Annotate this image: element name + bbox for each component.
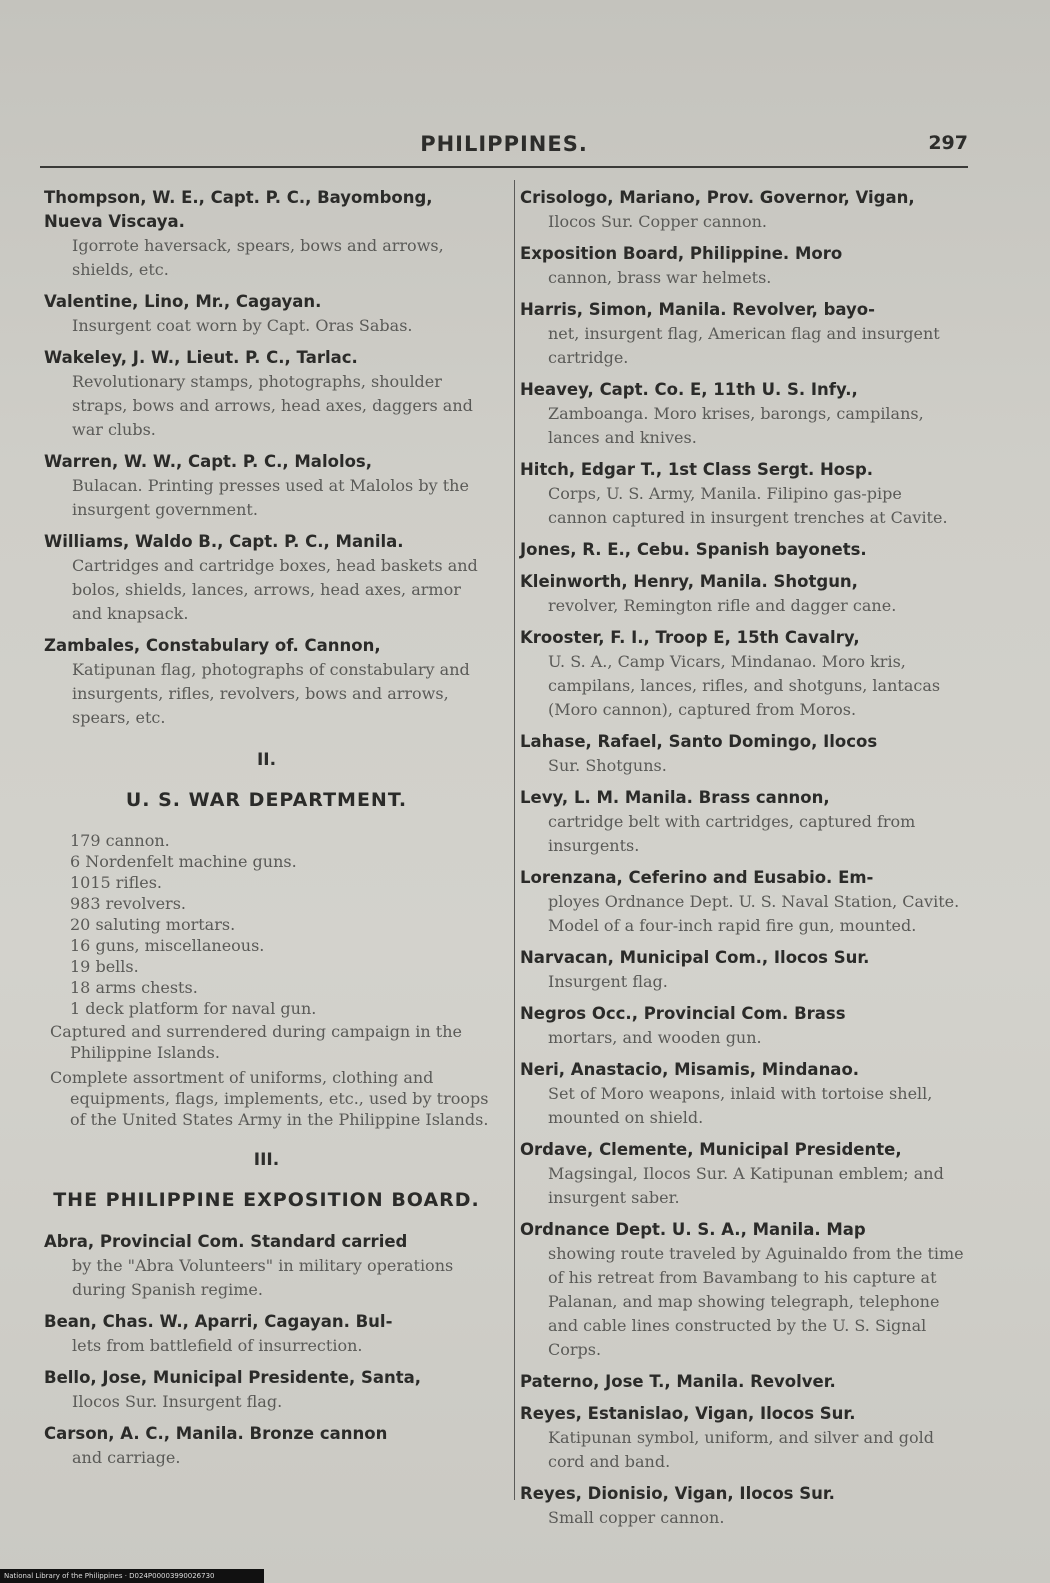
list-item — [520, 946, 965, 994]
list-item — [520, 242, 965, 290]
list-item — [520, 1402, 965, 1474]
inventory-item: 16 guns, miscellaneous. — [70, 936, 265, 955]
entry-head: Williams, Waldo B., Capt. P. C., Manila. — [44, 532, 404, 551]
entry-head: Krooster, F. I., Troop E, 15th Cavalry, — [520, 628, 860, 647]
entry-desc: Igorrote haversack, spears, bows and arrows, shields, etc. — [72, 236, 444, 279]
column-divider — [514, 180, 515, 1500]
entry-head: Levy, L. M. Manila. Brass cannon, — [520, 788, 830, 807]
list-item — [520, 1002, 965, 1050]
entry-head: Reyes, Estanislao, Vigan, Ilocos Sur. — [520, 1404, 856, 1423]
inventory-item: 179 cannon. — [70, 831, 170, 850]
entry-desc: Corps, U. S. Army, Manila. Filipino gas-pipe cannon captured in insurgent trenches at Cavite. — [548, 484, 948, 527]
entry-desc: Ilocos Sur. Insurgent flag. — [72, 1392, 283, 1411]
section-title: THE PHILIPPINE EXPOSITION BOARD. — [53, 1189, 480, 1211]
list-item — [520, 538, 965, 562]
entry-desc: ployes Ordnance Dept. U. S. Naval Station, Cavite. Model of a four-inch rapid fire gun, mounted. — [548, 892, 960, 935]
entry-desc: Insurgent coat worn by Capt. Oras Sabas. — [72, 316, 413, 335]
inventory-item: 20 saluting mortars. — [70, 915, 236, 934]
list-item — [520, 1058, 965, 1130]
entry-desc: Revolutionary stamps, photographs, shoulder straps, bows and arrows, head axes, daggers and war clubs. — [72, 372, 473, 439]
entry-desc: U. S. A., Camp Vicars, Mindanao. Moro kris, campilans, lances, rifles, and shotguns, lantacas (Moro cannon), captured from Moros. — [548, 652, 941, 719]
entry-head: Exposition Board, Philippine. Moro — [520, 244, 843, 263]
entry-desc: cartridge belt with cartridges, captured from insurgents. — [548, 812, 916, 855]
left-column — [44, 186, 489, 1478]
entry-desc: mortars, and wooden gun. — [548, 1028, 762, 1047]
list-item — [520, 866, 965, 938]
entry-head: Negros Occ., Provincial Com. Brass — [520, 1004, 846, 1023]
inventory-item: 983 revolvers. — [70, 894, 186, 913]
entry-desc: Sur. Shotguns. — [548, 756, 667, 775]
list-item — [44, 450, 489, 522]
entry-head: Kleinworth, Henry, Manila. Shotgun, — [520, 572, 858, 591]
entry-head: Wakeley, J. W., Lieut. P. C., Tarlac. — [44, 348, 358, 367]
entry-head: Narvacan, Municipal Com., Ilocos Sur. — [520, 948, 870, 967]
entry-head: Paterno, Jose T., Manila. Revolver. — [520, 1372, 836, 1391]
entry-head: Crisologo, Mariano, Prov. Governor, Vigan, — [520, 188, 915, 207]
list-item — [520, 786, 965, 858]
entry-head: Ordnance Dept. U. S. A., Manila. Map — [520, 1220, 866, 1239]
paragraph: Complete assortment of uniforms, clothing and equipments, flags, implements, etc., used by troops of the United States Army in the Philippine Islands. — [50, 1068, 489, 1129]
entry-head: Zambales, Constabulary of. Cannon, — [44, 636, 381, 655]
scan-footer: National Library of the Philippines · D024P00003990026730 — [0, 1569, 264, 1583]
entry-desc: Magsingal, Ilocos Sur. A Katipunan emblem; and insurgent saber. — [548, 1164, 944, 1207]
entry-desc: Set of Moro weapons, inlaid with tortoise shell, mounted on shield. — [548, 1084, 933, 1127]
entry-head: Carson, A. C., Manila. Bronze cannon — [44, 1424, 388, 1443]
list-item — [44, 346, 489, 442]
entry-desc: cannon, brass war helmets. — [548, 268, 772, 287]
entry-head: Bello, Jose, Municipal Presidente, Santa, — [44, 1368, 422, 1387]
entry-desc: Cartridges and cartridge boxes, head baskets and bolos, shields, lances, arrows, head axes, armor and knapsack. — [72, 556, 478, 623]
entry-head: Lorenzana, Ceferino and Eusabio. Em- — [520, 868, 874, 887]
list-item — [520, 626, 965, 722]
inventory-item: 18 arms chests. — [70, 978, 198, 997]
section-title: U. S. WAR DEPARTMENT. — [125, 789, 408, 811]
list-item — [520, 570, 965, 618]
list-item — [520, 298, 965, 370]
list-item — [44, 290, 489, 338]
entry-head: Jones, R. E., Cebu. Spanish bayonets. — [520, 540, 867, 559]
entry-desc: Zamboanga. Moro krises, barongs, campilans, lances and knives. — [548, 404, 924, 447]
right-column — [520, 186, 965, 1538]
entry-desc: Katipunan symbol, uniform, and silver and gold cord and band. — [548, 1428, 934, 1471]
entry-desc: revolver, Remington rifle and dagger cane. — [548, 596, 897, 615]
entry-head: Reyes, Dionisio, Vigan, Ilocos Sur. — [520, 1484, 835, 1503]
entry-head: Ordave, Clemente, Municipal Presidente, — [520, 1140, 902, 1159]
entry-desc: and carriage. — [72, 1448, 181, 1467]
entry-head: Abra, Provincial Com. Standard carried — [44, 1232, 408, 1251]
list-item — [520, 730, 965, 778]
inventory-item: 1015 rifles. — [70, 873, 163, 892]
page-header — [40, 132, 968, 162]
entry-desc: Bulacan. Printing presses used at Malolos by the insurgent government. — [72, 476, 469, 519]
list-item — [520, 1370, 965, 1394]
entry-head: Neri, Anastacio, Misamis, Mindanao. — [520, 1060, 860, 1079]
entry-head: Warren, W. W., Capt. P. C., Malolos, — [44, 452, 373, 471]
entry-head: Valentine, Lino, Mr., Cagayan. — [44, 292, 322, 311]
entry-desc: Small copper cannon. — [548, 1508, 725, 1527]
entry-head: Thompson, W. E., Capt. P. C., Bayombong, Nueva Viscaya. — [44, 188, 433, 231]
page-number: 297 — [928, 132, 968, 154]
entry-head: Harris, Simon, Manila. Revolver, bayo- — [520, 300, 875, 319]
entry-head: Heavey, Capt. Co. E, 11th U. S. Infy., — [520, 380, 858, 399]
entry-desc: by the "Abra Volunteers" in military operations during Spanish regime. — [72, 1256, 454, 1299]
entry-head: Lahase, Rafael, Santo Domingo, Ilocos — [520, 732, 878, 751]
list-item — [44, 1422, 489, 1470]
entry-desc: Insurgent flag. — [548, 972, 668, 991]
entry-head: Bean, Chas. W., Aparri, Cagayan. Bul- — [44, 1312, 393, 1331]
list-item — [44, 530, 489, 626]
paragraph: Captured and surrendered during campaign in the Philippine Islands. — [50, 1022, 462, 1062]
list-item — [44, 1310, 489, 1358]
list-item — [520, 458, 965, 530]
inventory-item: 19 bells. — [70, 957, 139, 976]
entry-desc: lets from battlefield of insurrection. — [72, 1336, 363, 1355]
list-item — [520, 1138, 965, 1210]
entry-desc: Ilocos Sur. Copper cannon. — [548, 212, 767, 231]
list-item — [44, 1230, 489, 1302]
entry-head: Hitch, Edgar T., 1st Class Sergt. Hosp. — [520, 460, 874, 479]
section-number: III. — [253, 1150, 280, 1170]
list-item — [44, 634, 489, 730]
list-item — [520, 1218, 965, 1362]
entry-desc: showing route traveled by Aguinaldo from the time of his retreat from Bavambang to his capture at Palanan, and map showing telegraph, telephone and cable lines constructed by the U. S. Signal Corps. — [548, 1244, 964, 1359]
header-rule — [40, 166, 968, 168]
entry-desc: Katipunan flag, photographs of constabulary and insurgents, rifles, revolvers, bows and arrows, spears, etc. — [72, 660, 470, 727]
list-item — [520, 1482, 965, 1530]
entry-desc: net, insurgent flag, American flag and insurgent cartridge. — [548, 324, 940, 367]
list-item — [44, 1366, 489, 1414]
section-number: II. — [256, 750, 277, 770]
list-item — [44, 186, 489, 282]
inventory-item: 1 deck platform for naval gun. — [70, 999, 317, 1018]
running-title: PHILIPPINES. — [420, 132, 588, 156]
inventory-item: 6 Nordenfelt machine guns. — [70, 852, 297, 871]
list-item — [520, 186, 965, 234]
list-item — [520, 378, 965, 450]
